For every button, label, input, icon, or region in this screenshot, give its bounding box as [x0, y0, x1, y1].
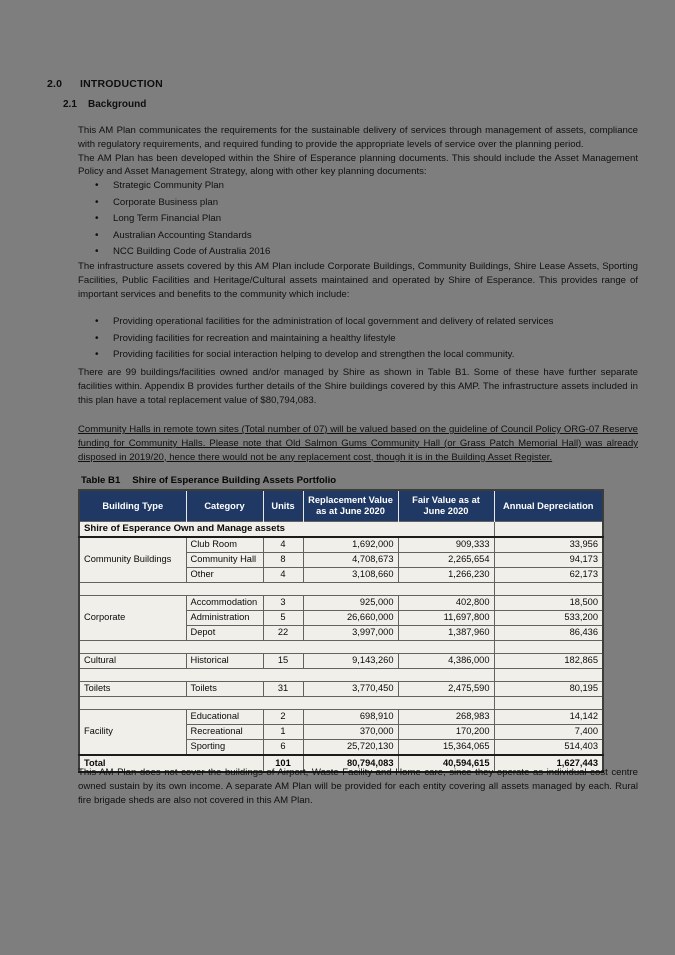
list-item: • Providing operational facilities for the administration of local government and delivery of related services — [78, 316, 634, 328]
replacement-value-cell: 25,720,130 — [303, 740, 398, 756]
units-cell: 3 — [263, 596, 303, 611]
units-cell: 31 — [263, 682, 303, 697]
units-cell: 22 — [263, 626, 303, 641]
table-caption-text: Shire of Esperance Building Assets Portfolio — [132, 475, 337, 486]
depreciation-cell: 182,865 — [494, 654, 603, 669]
spacer-cell — [79, 669, 494, 682]
category-cell: Toilets — [186, 682, 263, 697]
fair-value-cell: 11,697,800 — [398, 611, 494, 626]
table-row — [79, 682, 603, 697]
section-number: 2.0 — [47, 78, 63, 90]
list-item: • Long Term Financial Plan — [78, 213, 634, 225]
fair-value-cell: 2,265,654 — [398, 553, 494, 568]
list-item: • Providing facilities for recreation and maintaining a healthy lifestyle — [78, 333, 634, 345]
table-spacer-row — [79, 697, 603, 710]
spacer-cell — [494, 583, 603, 596]
fair-value-cell: 402,800 — [398, 596, 494, 611]
category-cell: Depot — [186, 626, 263, 641]
units-cell: 1 — [263, 725, 303, 740]
column-header-category: Category — [186, 490, 263, 522]
list-item: • Strategic Community Plan — [78, 180, 634, 192]
column-header-fair-value: Fair Value as at June 2020 — [398, 490, 494, 522]
table-caption-label: Table B1 — [81, 475, 121, 486]
replacement-value-cell: 3,997,000 — [303, 626, 398, 641]
column-header-units: Units — [263, 490, 303, 522]
spacer-cell — [79, 697, 494, 710]
section-title: INTRODUCTION — [80, 78, 163, 90]
table-header-row — [79, 490, 603, 522]
depreciation-cell: 14,142 — [494, 710, 603, 725]
intro-paragraphs — [78, 124, 638, 179]
units-cell: 2 — [263, 710, 303, 725]
depreciation-cell: 533,200 — [494, 611, 603, 626]
table-spacer-row — [79, 583, 603, 596]
building-type-cell: Cultural — [79, 654, 186, 669]
units-cell: 4 — [263, 568, 303, 583]
replacement-value-cell: 370,000 — [303, 725, 398, 740]
fair-value-cell: 268,983 — [398, 710, 494, 725]
depreciation-cell: 18,500 — [494, 596, 603, 611]
category-cell: Accommodation — [186, 596, 263, 611]
category-cell: Recreational — [186, 725, 263, 740]
column-header-annual-depreciation: Annual Depreciation — [494, 490, 603, 522]
fair-value-cell: 2,475,590 — [398, 682, 494, 697]
column-header-building-type: Building Type — [79, 490, 186, 522]
depreciation-cell: 80,195 — [494, 682, 603, 697]
table-caption — [81, 475, 336, 486]
category-cell: Community Hall — [186, 553, 263, 568]
exclusions-paragraph — [78, 766, 638, 807]
list-item: • Providing facilities for social interaction helping to develop and strengthen the local community. — [78, 349, 634, 361]
list-item: • Australian Accounting Standards — [78, 230, 634, 242]
paragraph-assets-covered: The infrastructure assets covered by this AM Plan include Corporate Buildings, Community Buildings, Shire Lease Assets, Sporting Facilities, Public Facilities and Heritage/Cultural assets maintained and operated by Shire of Esperance. This provides range of important services and benefits to the community which include: — [78, 261, 638, 300]
category-cell: Sporting — [186, 740, 263, 756]
total-fair-value-cell: 40,594,615 — [398, 755, 494, 772]
replacement-value-cell: 26,660,000 — [303, 611, 398, 626]
table-spacer-row — [79, 669, 603, 682]
fair-value-cell: 15,364,065 — [398, 740, 494, 756]
replacement-value-cell: 1,692,000 — [303, 537, 398, 553]
units-cell: 15 — [263, 654, 303, 669]
replacement-value-cell: 4,708,673 — [303, 553, 398, 568]
building-type-cell: Corporate — [79, 596, 186, 641]
paragraph-am-plan-development: The AM Plan has been developed within the Shire of Esperance planning documents. This should include the Asset Management Policy and Asset Management Strategy, along with other key planning documents: — [78, 152, 638, 178]
building-type-cell: Facility — [79, 710, 186, 756]
replacement-value-cell: 3,108,660 — [303, 568, 398, 583]
section-row-label: Shire of Esperance Own and Manage assets — [79, 522, 494, 538]
table-row — [79, 537, 603, 553]
category-cell: Educational — [186, 710, 263, 725]
table-row — [79, 654, 603, 669]
section-row-empty-cell — [494, 522, 603, 538]
category-cell: Other — [186, 568, 263, 583]
category-cell: Club Room — [186, 537, 263, 553]
subsection-title: Background — [88, 99, 147, 110]
depreciation-cell: 514,403 — [494, 740, 603, 756]
spacer-cell — [79, 641, 494, 654]
subsection-heading — [63, 99, 146, 110]
paragraph-community-halls: Community Halls in remote town sites (Total number of 07) will be valued based on the guideline of Council Policy ORG-07 Reserve funding for Community Halls. Please note that Old Salmon Gums Community Hall (or Grass Patch Memorial Hall) was already disposed in 2019/20, hence there would not be any replacement cost, though it is in the Building Asset Register. — [78, 424, 638, 463]
depreciation-cell: 86,436 — [494, 626, 603, 641]
fair-value-cell: 1,266,230 — [398, 568, 494, 583]
units-cell: 4 — [263, 537, 303, 553]
section-heading — [47, 78, 163, 90]
fair-value-cell: 4,386,000 — [398, 654, 494, 669]
table-row — [79, 710, 603, 725]
assets-covered-paragraph — [78, 260, 638, 301]
subsection-number: 2.1 — [63, 99, 77, 110]
units-cell: 6 — [263, 740, 303, 756]
paragraph-exclusions: This AM Plan does not cover the buildings of Airport, Waste Facility and Home care, since they operate as individual cost centre owned sustain by its own income. A separate AM Plan will be provided for each entity covering all assets managed by each. Rural fire brigade sheds are also not covered in this AM Plan. — [78, 767, 638, 806]
fair-value-cell: 909,333 — [398, 537, 494, 553]
fair-value-cell: 1,387,960 — [398, 626, 494, 641]
community-benefits-list — [78, 316, 634, 366]
building-count-paragraph — [78, 366, 638, 407]
depreciation-cell: 62,173 — [494, 568, 603, 583]
category-cell: Historical — [186, 654, 263, 669]
spacer-cell — [79, 583, 494, 596]
depreciation-cell: 7,400 — [494, 725, 603, 740]
spacer-cell — [494, 669, 603, 682]
total-depreciation-cell: 1,627,443 — [494, 755, 603, 772]
spacer-cell — [494, 641, 603, 654]
fair-value-cell: 170,200 — [398, 725, 494, 740]
replacement-value-cell: 9,143,260 — [303, 654, 398, 669]
replacement-value-cell: 3,770,450 — [303, 682, 398, 697]
units-cell: 8 — [263, 553, 303, 568]
table-section-row — [79, 522, 603, 538]
replacement-value-cell: 925,000 — [303, 596, 398, 611]
list-item: • Corporate Business plan — [78, 197, 634, 209]
table-spacer-row — [79, 641, 603, 654]
spacer-cell — [494, 697, 603, 710]
depreciation-cell: 33,956 — [494, 537, 603, 553]
category-cell: Administration — [186, 611, 263, 626]
depreciation-cell: 94,173 — [494, 553, 603, 568]
paragraph-am-plan-purpose: This AM Plan communicates the requirements for the sustainable delivery of services through management of assets, compliance with regulatory requirements, and required funding to provide the appropriate levels of service over the planning period. — [78, 125, 638, 150]
total-units-cell: 101 — [263, 755, 303, 772]
building-assets-table — [78, 489, 604, 773]
planning-documents-list — [78, 180, 634, 263]
building-type-cell: Community Buildings — [79, 537, 186, 583]
total-label-cell: Total — [79, 755, 263, 772]
list-item: • NCC Building Code of Australia 2016 — [78, 246, 634, 258]
column-header-replacement-value: Replacement Value as at June 2020 — [303, 490, 398, 522]
units-cell: 5 — [263, 611, 303, 626]
paragraph-building-count: There are 99 buildings/facilities owned and/or managed by Shire as shown in Table B1. Some of these have further separate facilities within. Appendix B provides further details of the Shire buildings covered by this AMP. The infrastructure assets included in this plan have a total replacement value of $80,794,083. — [78, 367, 638, 406]
community-halls-paragraph — [78, 423, 638, 464]
total-replacement-cell: 80,794,083 — [303, 755, 398, 772]
building-type-cell: Toilets — [79, 682, 186, 697]
replacement-value-cell: 698,910 — [303, 710, 398, 725]
table-row — [79, 596, 603, 611]
